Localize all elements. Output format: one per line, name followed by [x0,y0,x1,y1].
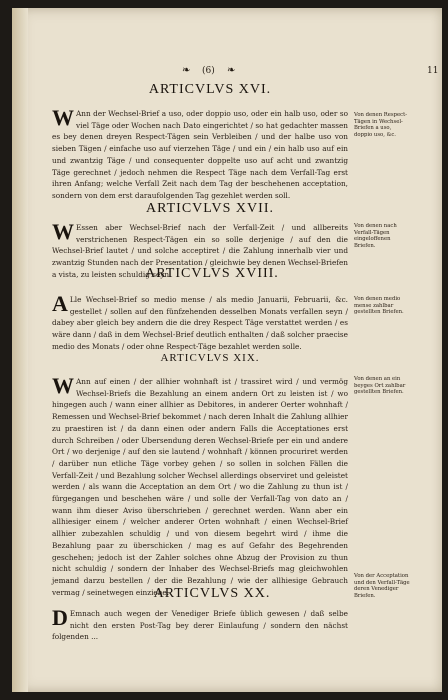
article-body: Essen aber Wechsel-Brief nach der Verfall-Zeit / und allbereits verstrichenen Respect-Tägen ein so solle derjenige / auf den die Wechsel-Brief lautet / und solche acceptiret / die Zahlung innerhalb vier und zwantzig Stunden nach der Presentation / gleichwie bey denen Wechsel-Briefen a vista, zu leisten schuldig seyn. [52,223,348,279]
article-text-16 [52,105,348,202]
header-ornament-left: ❧ [182,65,191,76]
article-body: Ann der Wechsel-Brief a uso, oder doppio uso, oder ein halb uso, oder so viel Täge oder Wochen nach Dato eingerichtet / so hat gedachter massen es bey denen dreyen Respect-Tägen sein Verbleiben / und der halbe uso von sieben Tägen / einfache uso auf vierzehen Täge / und ein / ein halb uso auf ein und zwantzig Täge / und consequenter doppelte uso auf acht und zwantzig Täge gerechnet / jedoch nehmen die Respect Täge nach dem Verfall-Tag erst ihren Anfang; welche Verfall Zeit nach dem Tag der beschehenen acceptation, sondern von dem erst daraufolgenden Tag gezehlet werden soll. [52,109,348,200]
dropcap: W [52,105,74,130]
margin-note-17: Von denen nach Verfall-Tägen eingeloffenen Briefen. [354,223,397,250]
dropcap: W [52,373,74,398]
article-text-19 [52,373,348,598]
article-heading-19: ARTICVLVS XIX. [160,352,260,364]
margin-note-16: Von denen Respect-Tägen in Wechsel-Briefen a uso, doppio uso, &c. [354,112,408,139]
article-body: Lle Wechsel-Brief so medio mense / als medio Januarii, Februarii, &c. gestellet / sollen auf den fünfzehenden desselben Monats verfallen seyn / dabey aber gleich bey andern die die drey Respect Täge verstattet werden / es wäre dann / daß in dem Wechsel-Brief deutlich enthalten / daß solcher praecise medio des Monats / oder ohne Respect-Täge bezahlet werden solle. [52,295,348,351]
header-ornament-right: ❧ [227,65,236,76]
article-text-18 [52,291,348,353]
book-gutter [12,8,28,692]
article-heading-18: ARTICVLVS XVIII. [145,266,279,281]
page-number-bracketed: (6) [202,66,215,76]
document-page [12,8,442,692]
article-body: Emnach auch wegen der Venediger Briefe üblich gewesen / daß selbe nicht den ersten Post-Tag bey derer Einlaufung / sondern den nächst folgenden ... [52,609,348,642]
article-text-20 [52,605,348,643]
margin-note-18: Von denen medio mense zahlbar gestellten Briefen. [354,296,404,316]
margin-note-19: Von denen an ein beyges Ort zahlbar gestellten Briefen. [354,376,406,396]
margin-note-20: Von der Acceptation und den Verfall-Täge deren Venediger Briefen. [354,573,410,600]
article-heading-20: ARTICVLVS XX. [153,586,271,601]
article-body: Ann auf einen / der allhier wohnhaft ist / trassiret wird / und vermög Wechsel-Briefs die Bezahlung an einem andern Ort zu leisten ist / wo hingegen auch / wann einer allhier as Debitores, in anderer Oerter wohnhaft / Remessen und Wechsel-Brief bekommet / nach deren Inhalt die Zahlung allhier zu praestiren ist / da dann einen oder andern Falls die Acceptationes erst durch Schreiben / oder Ubersendung deren Wechsel-Briefe per ein und andere Ort / wo derjenige / auf den sie lautend / wohnhaft / können procuriret werden / darüber nun etliche Täge vorbey gehen / so sollen in solchen Fällen die Verfall-Zeit / und Bezahlung solcher Wechsel allerdings observiret und geleistet werden / als wann die Acceptation an dem Ort / wo die Zahlung zu thun ist / fürgegangen und beschehen wäre / und solle der Verfall-Tag von dato an / wann ihm dieser Aviso überschrieben / gerechnet werden. Wann aber ein allhiesiger einem / welcher anderer Orten wohnhaft / einen Wechsel-Brief allhier zubezahlen schuldig / und von diesem begehrt wird / ihme die Bezahlung paar zu überschicken / mag es auf Gefahr des Begehrenden geschehen; jedoch ist der Zahler solches ohne Abzug der Provision zu thun nicht schuldig / sondern der Inhaber des Wechsel-Briefs mag gleichwohlen jemand darzu bestellen / der die Bezahlung / wie der allhiesige Gebrauch vermag / seinetwegen einziehe. [52,377,348,597]
article-heading-17: ARTICVLVS XVII. [146,201,274,216]
page-header [12,66,442,80]
article-heading-16: ARTICVLVS XVI. [148,82,272,97]
page-number: 11 [427,66,439,76]
dropcap: D [52,605,68,630]
dropcap: A [52,291,68,316]
dropcap: W [52,219,74,244]
